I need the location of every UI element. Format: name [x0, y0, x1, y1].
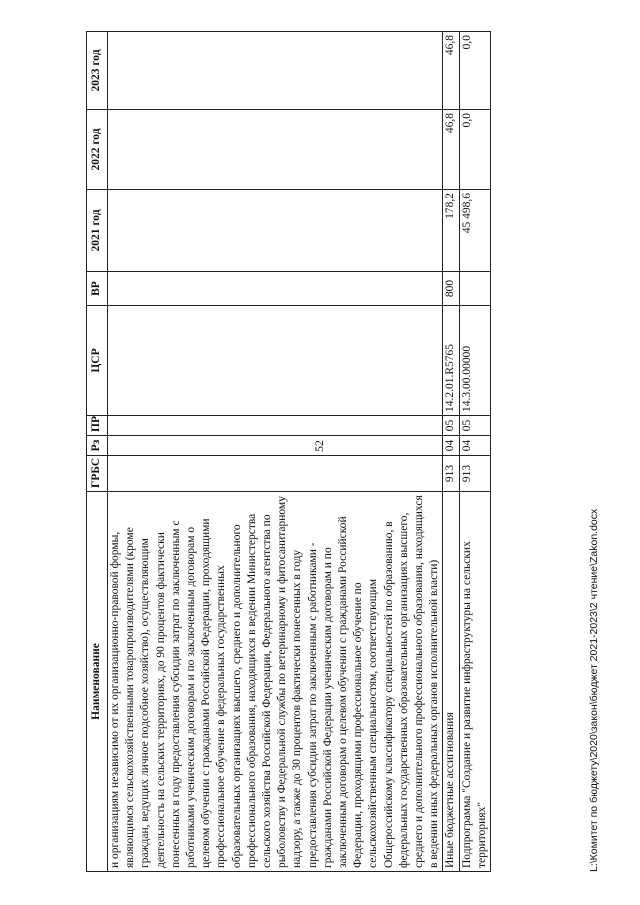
row-csr: 14.3.00.00000: [459, 306, 490, 416]
page-number: 52: [312, 440, 326, 452]
row-rz: [108, 436, 443, 456]
header-2022: 2022 год: [87, 110, 108, 190]
row-rz: 04: [443, 436, 459, 456]
header-pr: ПР: [87, 416, 108, 436]
row-2023: 46,8: [443, 32, 459, 110]
row-2023: 0,0: [459, 32, 490, 110]
table-row: [108, 32, 443, 872]
row-pr: 05: [443, 416, 459, 436]
row-name: Подпрограмма "Создание и развитие инфраструктуры на сельских территориях": [459, 492, 490, 872]
row-2022: 0,0: [459, 110, 490, 190]
row-grbs: [108, 456, 443, 492]
row-2022: 46,8: [443, 110, 459, 190]
row-name: Иные бюджетные ассигнования: [443, 492, 459, 872]
table-row: [443, 32, 459, 872]
budget-table: [86, 31, 491, 872]
rotated-sheet: [86, 32, 606, 872]
row-vr: [108, 272, 443, 306]
row-pr: [108, 416, 443, 436]
row-2021: 45 498,6: [459, 190, 490, 272]
header-name: Наименование: [87, 492, 108, 872]
row-2022: [108, 110, 443, 190]
file-path-footer: L:\Комитет по бюджету\2020\закон\бюджет 2021-2023\2 чтение\Zakon.docx: [588, 508, 600, 872]
row-grbs: 913: [443, 456, 459, 492]
row-name: и организациям независимо от их организационно-правовой формы, являющимся сельскохозяйственными товаропроизводителями (кроме граждан, ведущих личное подсобное хозяйство), осуществляющим деятельность на сельских территориях, до 90 процентов фактически понесенных в году предоставления субсидии затрат по заключенным с работниками ученическим договорам и по заключенным договорам о целевом обучении с гражданами Российской Федерации, проходящими профессиональное обучение в федеральных государственных образовательных организациях высшего, среднего и дополнительного профессионального образования, находящихся в ведении Министерства сельского хозяйства Российской Федерации, Федерального агентства по рыболовству и Федеральной службы по ветеринарному и фитосанитарному надзору, а также до 30 процентов фактически понесенных в году предоставления субсидии затрат по заключенным с работниками - гражданами Российской Федерации ученическим договорам и по заключенным договорам о целевом обучении с гражданами Российской Федерации, проходящими профессиональное обучение по сельскохозяйственным специальностям, соответствующим Общероссийскому классификатору специальностей по образованию, в федеральных государственных образовательных организациях высшего, среднего и дополнительного профессионального образования, находящихся в ведении иных федеральных органов исполнительной власти): [108, 492, 443, 872]
row-rz: 04: [459, 436, 490, 456]
row-grbs: 913: [459, 456, 490, 492]
row-vr: 800: [443, 272, 459, 306]
header-rz: Рз: [87, 436, 108, 456]
row-csr: 14.2.01.R5765: [443, 306, 459, 416]
table-header-row: [87, 32, 108, 872]
header-2021: 2021 год: [87, 190, 108, 272]
header-2023: 2023 год: [87, 32, 108, 110]
row-vr: [459, 272, 490, 306]
header-grbs: ГРБС: [87, 456, 108, 492]
row-csr: [108, 306, 443, 416]
row-pr: 05: [459, 416, 490, 436]
header-vr: ВР: [87, 272, 108, 306]
table-row: [459, 32, 490, 872]
row-2021: [108, 190, 443, 272]
row-2023: [108, 32, 443, 110]
header-csr: ЦСР: [87, 306, 108, 416]
row-2021: 178,2: [443, 190, 459, 272]
